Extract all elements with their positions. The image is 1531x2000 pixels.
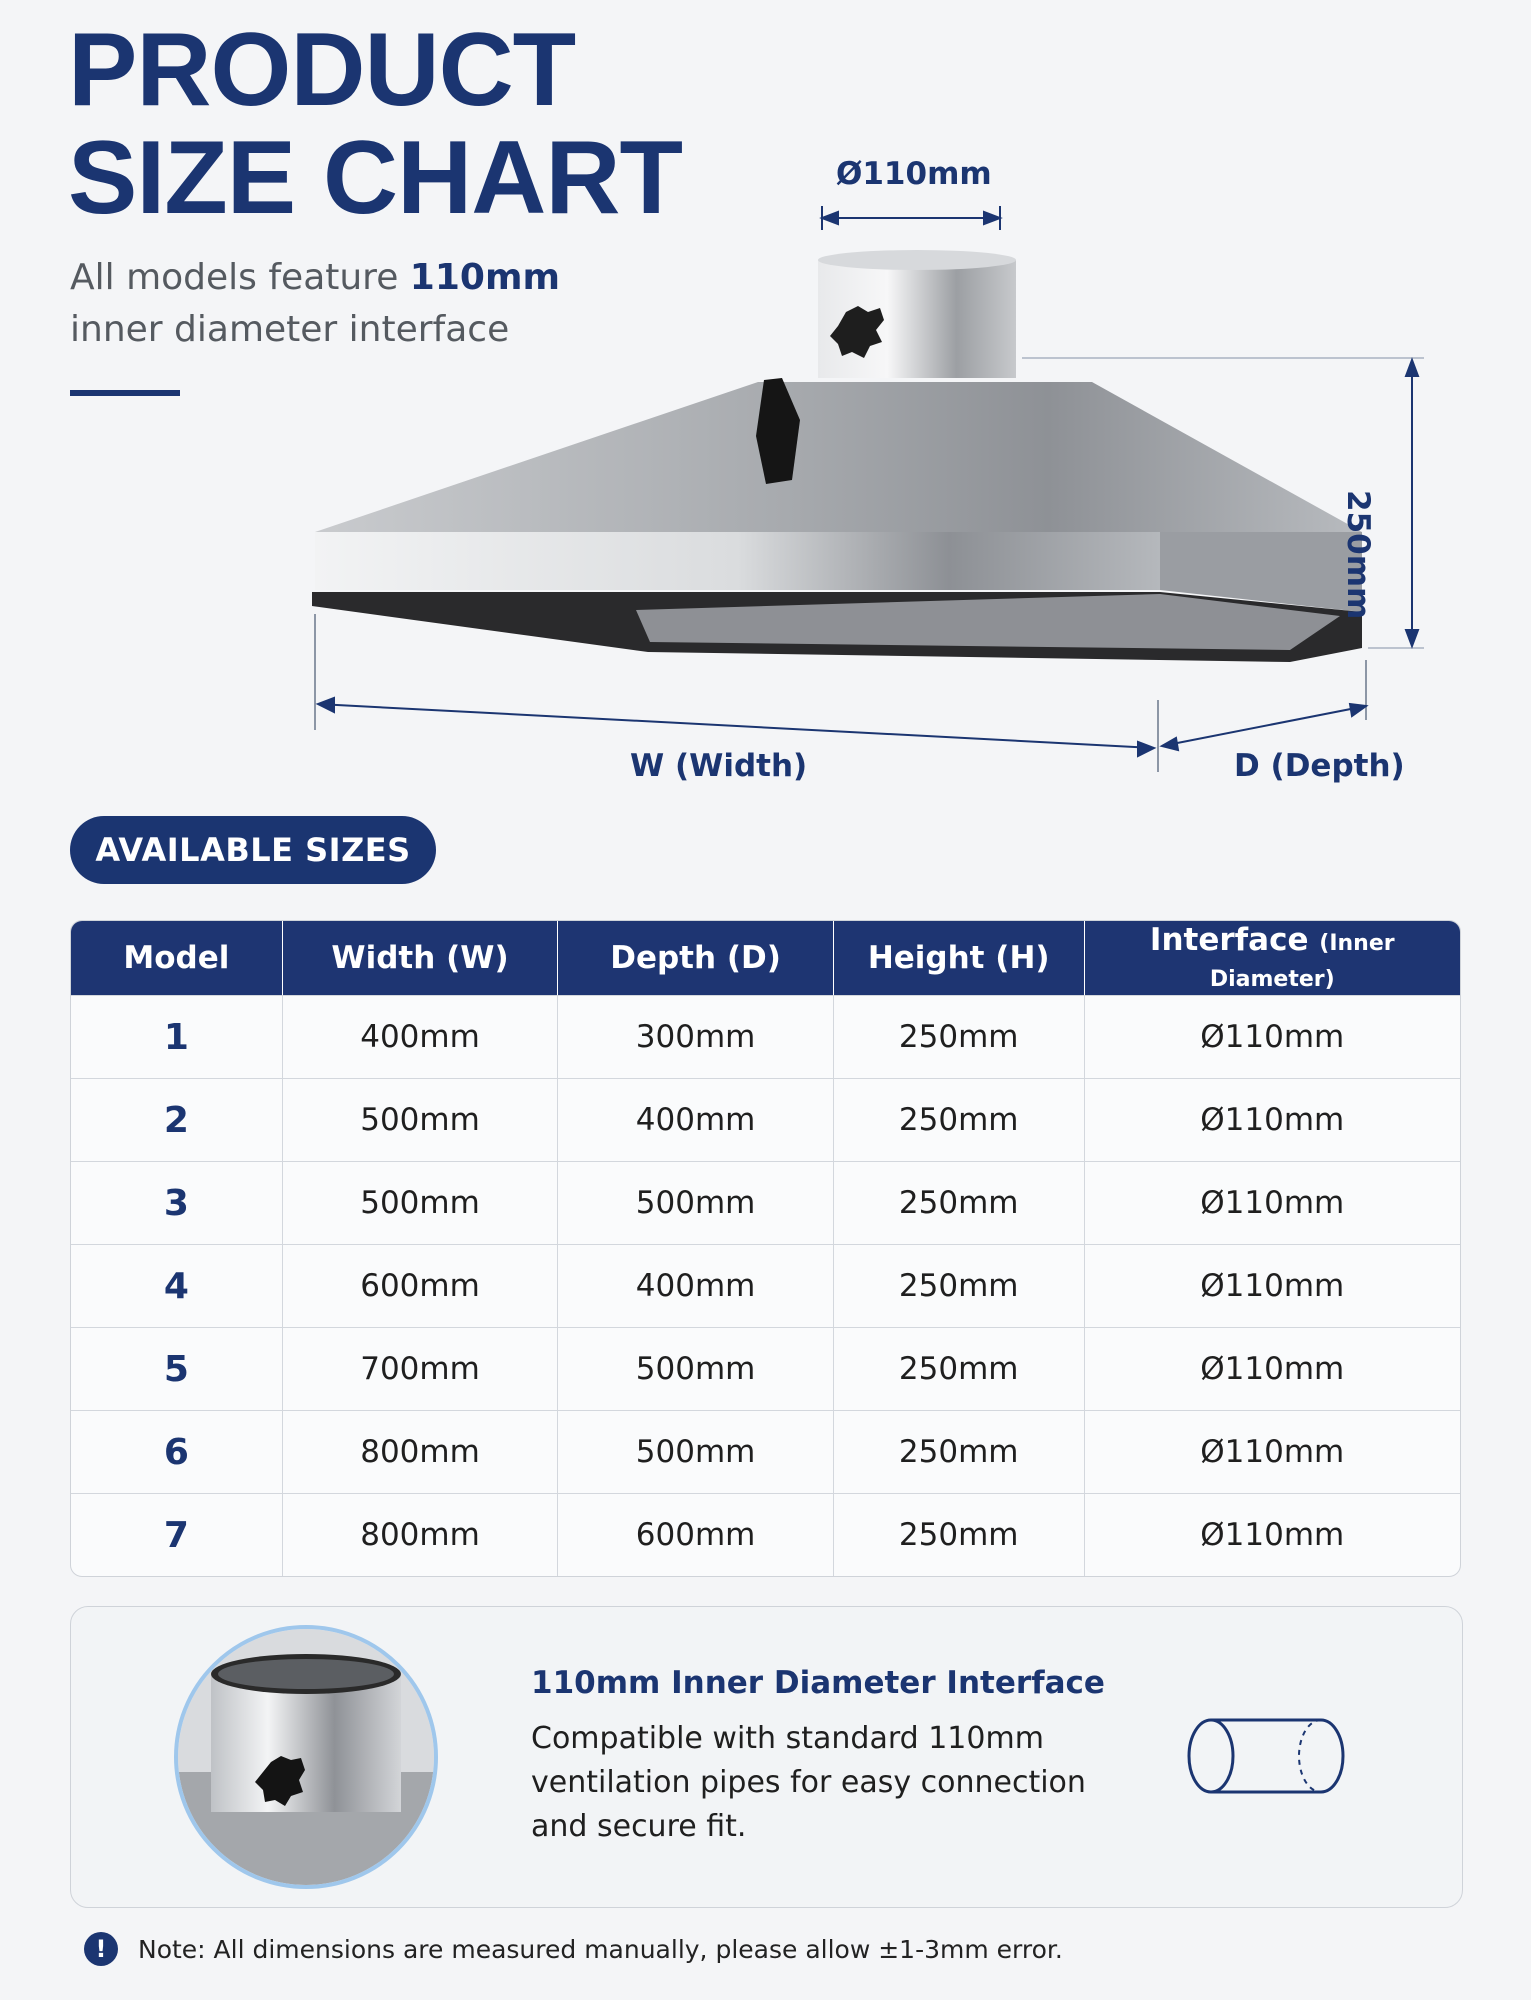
header-depth: Depth (D) xyxy=(558,921,834,995)
hood-diagram xyxy=(0,0,1531,800)
header-interface xyxy=(1085,921,1460,995)
header-model: Model xyxy=(71,921,283,995)
interface-collar xyxy=(818,250,1016,378)
interface-card-body: Compatible with standard 110mm ventilation pipes for easy connection and secure fit. xyxy=(531,1721,1086,1844)
size-table-header xyxy=(71,921,1460,995)
cell-interface: Ø110mm xyxy=(1085,1161,1460,1244)
cell-width: 400mm xyxy=(283,995,559,1078)
subtitle-highlight: 110mm xyxy=(409,257,560,298)
cell-width: 600mm xyxy=(283,1244,559,1327)
cell-width: 800mm xyxy=(283,1410,559,1493)
table-row xyxy=(71,1078,1460,1161)
width-dimension-label: W (Width) xyxy=(630,748,808,784)
header-interface-note: (Inner Diameter) xyxy=(1209,931,1395,992)
exclamation-icon: ! xyxy=(84,1932,118,1966)
cell-interface: Ø110mm xyxy=(1085,1078,1460,1161)
table-row xyxy=(71,1493,1460,1576)
height-dimension-label: 250mm xyxy=(1340,490,1376,620)
available-sizes-badge: AVAILABLE SIZES xyxy=(70,816,436,884)
cell-model: 1 xyxy=(71,995,283,1078)
cell-height: 250mm xyxy=(834,995,1085,1078)
interface-card-heading: 110mm Inner Diameter Interface xyxy=(531,1665,1105,1701)
cell-depth: 500mm xyxy=(558,1327,834,1410)
title-line-1: PRODUCT xyxy=(68,12,576,128)
cell-depth: 500mm xyxy=(558,1161,834,1244)
cell-interface: Ø110mm xyxy=(1085,1493,1460,1576)
pipe-icon xyxy=(1181,1711,1351,1801)
cell-model: 3 xyxy=(71,1161,283,1244)
cell-height: 250mm xyxy=(834,1078,1085,1161)
title-line-2: SIZE CHART xyxy=(68,120,682,236)
cell-width: 800mm xyxy=(283,1493,559,1576)
header-height: Height (H) xyxy=(834,921,1085,995)
cell-height: 250mm xyxy=(834,1327,1085,1410)
cell-height: 250mm xyxy=(834,1244,1085,1327)
header-interface-label: Interface xyxy=(1149,922,1309,958)
cell-model: 6 xyxy=(71,1410,283,1493)
cell-model: 5 xyxy=(71,1327,283,1410)
cell-model: 2 xyxy=(71,1078,283,1161)
table-row xyxy=(71,995,1460,1078)
table-row xyxy=(71,1327,1460,1410)
cell-depth: 600mm xyxy=(558,1493,834,1576)
cell-width: 700mm xyxy=(283,1327,559,1410)
cell-interface: Ø110mm xyxy=(1085,1327,1460,1410)
cell-interface: Ø110mm xyxy=(1085,1244,1460,1327)
hood-top xyxy=(315,382,1362,532)
header-width: Width (W) xyxy=(283,921,559,995)
cell-depth: 500mm xyxy=(558,1410,834,1493)
interface-card xyxy=(70,1606,1463,1908)
size-table xyxy=(70,920,1461,1577)
measurement-note xyxy=(84,1932,1063,1966)
cell-height: 250mm xyxy=(834,1161,1085,1244)
cell-model: 7 xyxy=(71,1493,283,1576)
cell-interface: Ø110mm xyxy=(1085,995,1460,1078)
cell-depth: 400mm xyxy=(558,1244,834,1327)
subtitle-line-2: inner diameter interface xyxy=(70,309,510,350)
depth-dimension-label: D (Depth) xyxy=(1234,748,1405,784)
table-row xyxy=(71,1244,1460,1327)
cell-interface: Ø110mm xyxy=(1085,1410,1460,1493)
cell-depth: 300mm xyxy=(558,995,834,1078)
collar-closeup-photo xyxy=(171,1622,441,1892)
subtitle-prefix: All models feature xyxy=(70,257,399,298)
cell-depth: 400mm xyxy=(558,1078,834,1161)
cell-height: 250mm xyxy=(834,1410,1085,1493)
cell-height: 250mm xyxy=(834,1493,1085,1576)
table-row xyxy=(71,1410,1460,1493)
note-text: Note: All dimensions are measured manually, please allow ±1-3mm error. xyxy=(138,1934,1063,1964)
table-row xyxy=(71,1161,1460,1244)
cell-width: 500mm xyxy=(283,1078,559,1161)
cell-model: 4 xyxy=(71,1244,283,1327)
cell-width: 500mm xyxy=(283,1161,559,1244)
interface-diameter-label: Ø110mm xyxy=(836,156,992,192)
